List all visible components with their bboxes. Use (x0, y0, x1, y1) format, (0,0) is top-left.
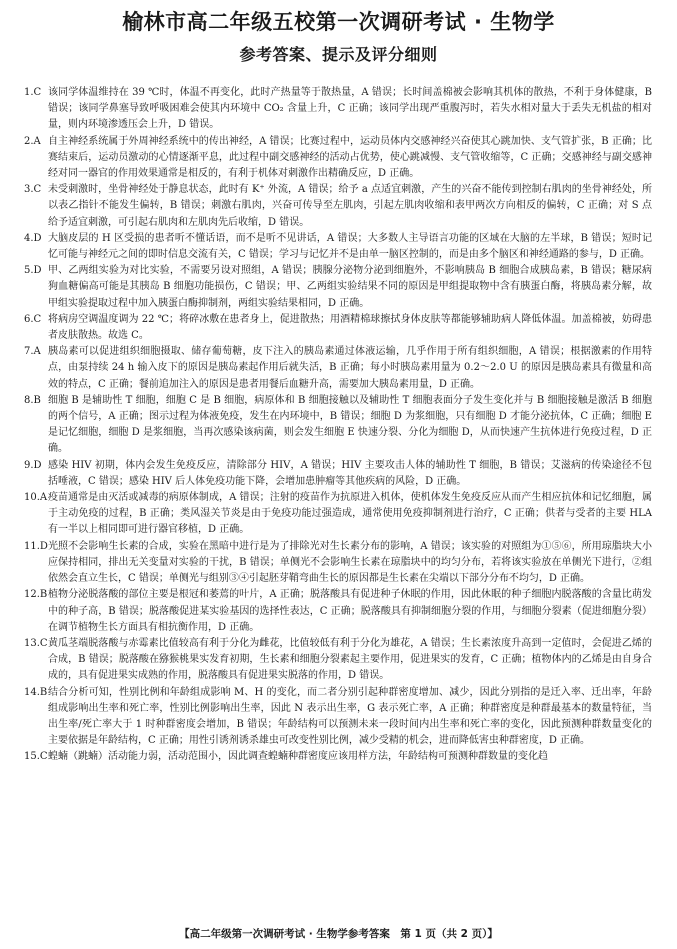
answer-item (24, 749, 652, 765)
answer-item (24, 587, 652, 636)
answer-number: 7.A (24, 346, 41, 358)
answer-item (24, 344, 652, 393)
answer-text: 胰岛素可以促进组织细胞摄取、储存葡萄糖，皮下注入的胰岛素通过体液运输，几乎作用于所有组织细胞，A 错误；根据激素的作用特点，由泵持续 24 h 输入皮下的原因是胰岛素起作用后就失活，B 正确；每小时胰岛素用量为 0.2～2.0 U 的原因是胰岛素具有微量和高效的特点，C 正确；餐前追加注入的原因是患者用餐后血糖升高，需要加大胰岛素用量，D 正确。 (48, 346, 652, 390)
answer-item (24, 312, 652, 344)
answer-text: 细胞 B 是辅助性 T 细胞，细胞 C 是 B 细胞，病原体和 B 细胞接触以及辅助性 T 细胞表面分子发生变化并与 B 细胞接触是激活 B 细胞的两个信号，A 正确；图示过程为体液免疫，发生在内环境中，B 错误；细胞 D 为浆细胞，只有细胞 D 才能分泌抗体，C 正确；细胞 E 是记忆细胞，细胞 D 是浆细胞，当再次感染该病菌，则会发生细胞 E 快速分裂、分化为细胞 D，从而快速产生抗体进行免疫过程，D 正确。 (48, 394, 652, 455)
answer-number: 3.C (24, 184, 42, 196)
answer-item (24, 231, 652, 263)
answer-item (24, 134, 652, 183)
answer-text: 疫苗通常是由灭活或减毒的病原体制成，A 错误；注射的疫苗作为抗原进入机体，使机体发生免疫反应从而产生相应抗体和记忆细胞，属于主动免疫的过程，B 正确；类风湿关节炎是由于免疫功能过强造成，通常使用免疫抑制剂进行治疗，C 正确；供者与受者的主要 HLA 有一半以上相同即可进行器官移植，D 正确。 (48, 492, 652, 536)
answer-text: 自主神经系统属于外周神经系统中的传出神经，A 错误；比赛过程中，运动员体内交感神经兴奋使其心跳加快、支气管扩张，B 正确；比赛结束后，运动员激动的心情逐渐平息，此过程中副交感神经的活动占优势，使心跳减慢、支气管收缩等，C 正确；交感神经与副交感神经对同一器官的作用效果通常是相反的，有利于机体对刺激作出精确反应，D 正确。 (48, 135, 652, 180)
answer-item (24, 182, 652, 231)
answer-item (24, 539, 652, 588)
answer-number: 11.D (24, 540, 48, 552)
answer-number: 14.B (24, 686, 48, 698)
answer-text: 甲、乙两组实验为对比实验，不需要另设对照组，A 错误；胰腺分泌物分泌到细胞外，不影响胰岛 B 细胞合成胰岛素，B 错误；糖尿病狗血糖偏高可能是其胰岛 B 细胞功能损伤，C 错误；甲、乙两组实验结果不同的原因是甲组提取物中含有胰蛋白酶，将胰岛素分解，故甲组实验提取过程中加入胰蛋白酶抑制剂，两组实验结果相同，D 正确。 (48, 265, 652, 309)
answer-text: 将病房空调温度调为 22 ℃；将碎冰敷在患者身上，促进散热；用酒精棉球擦拭身体皮肤等都能够辅助病人降低体温。加盖棉被，妨碍患者皮肤散热。故选 C。 (48, 313, 652, 342)
page-title: 榆林市高二年级五校第一次调研考试 · 生物学 (122, 10, 555, 34)
answer-number: 12.B (24, 589, 48, 601)
answer-number: 1.C (24, 87, 42, 98)
answer-list (24, 85, 652, 766)
answer-number: 10.A (24, 492, 48, 504)
answer-item (24, 393, 652, 458)
answer-item (24, 490, 652, 539)
answer-number: 4.D (24, 232, 42, 244)
answer-item (24, 263, 652, 312)
answer-item (24, 458, 652, 490)
answer-item (24, 636, 652, 685)
answer-item (24, 85, 652, 134)
answer-number: 9.D (24, 459, 42, 471)
answer-number: 13.C (24, 637, 48, 649)
answer-text: 植物分泌脱落酸的部位主要是根冠和萎蔫的叶片，A 正确；脱落酸具有促进种子休眠的作用，因此休眠的种子细胞内脱落酸的含量比萌发中的种子高，B 错误；脱落酸促进某实验基因的选择性表达，C 正确；脱落酸具有抑制细胞分裂的作用，与细胞分裂素（促进细胞分裂）在调节植物生长方面具有相抗衡作用，D 正确。 (48, 589, 652, 633)
answer-text: 黄瓜茎端脱落酸与赤霉素比值较高有利于分化为雌花，比值较低有利于分化为雄花，A 错误；生长素浓度升高到一定值时，会促进乙烯的合成，B 错误；脱落酸在猕猴桃果实发育初期，生长素和细胞分裂素起主要作用，促进果实的发育，C 正确；植物体内的乙烯是由自身合成的，具有促进果实成熟的作用，脱落酸具有促进果实脱落的作用，D 错误。 (48, 637, 652, 682)
answer-text: 光照不会影响生长素的合成，实验在黑暗中进行是为了排除光对生长素分布的影响，A 错误；该实验的对照组为①⑤⑥，所用琼脂块大小应保持相同，排出无关变量对实验的干扰，B 错误；单侧光不会影响生长素在琼脂块中的均匀分布，若将该实验放在单侧光下进行，②组依然会直立生长，C 错误；单侧光与组别③④引起胚芽鞘弯曲生长的原因都是生长素在尖端以下部分分布不均匀，D 正确。 (48, 540, 652, 585)
answer-text: 感染 HIV 初期，体内会发生免疫反应，清除部分 HIV，A 错误；HIV 主要攻击人体的辅助性 T 细胞，B 错误；艾滋病的传染途径不包括唾液，C 错误；感染 HIV 后人体免疫功能下降，会增加患肿瘤等其他疾病的风险，D 正确。 (48, 459, 652, 487)
answer-number: 8.B (24, 394, 41, 406)
page-subtitle: 参考答案、提示及评分细则 (239, 45, 438, 64)
answer-number: 15.C (24, 751, 48, 763)
answer-text: 大脑皮层的 H 区受损的患者听不懂话语，而不是听不见讲话，A 错误；大多数人主导语言功能的区域在大脑的左半球，B 错误；短时记忆可能与神经元之间的即时信息交流有关，C 错误；学习与记忆并不是由单一脑区控制的，而是由多个脑区和神经通路的参与，D 正确。 (48, 232, 652, 261)
answer-number: 6.C (24, 313, 42, 325)
answer-text: 结合分析可知，性别比例和年龄组成影响 M、H 的变化，而二者分别引起种群密度增加、减少，因此分别指的是迁入率、迁出率，年龄组成影响出生率和死亡率，性别比例影响出生率，因此 N 表示出生率，G 表示死亡率，A 正确；种群密度是种群最基本的数量特征，当出生率/死亡率大于 1 时种群密度会增加，B 错误；年龄结构可以预测未来一段时间内出生率和死亡率的变化，因此预测种群数量变化的主要依据是年龄结构，C 正确；用性引诱剂诱杀雄虫可改变性别比例，减少受精的机会，进而降低害虫种群密度，D 正确。 (48, 686, 652, 747)
page-footer: 【高二年级第一次调研考试 · 生物学参考答案 第 1 页（共 2 页）】 (179, 928, 498, 940)
answer-text: 该同学体温维持在 39 ℃时，体温不再变化，此时产热量等于散热量，A 错误；长时间盖棉被会影响其机体的散热，不利于身体健康，B 错误；该同学鼻塞导致呼吸困难会使其内环境中 CO₂ 含量上升，C 正确；该同学出现严重腹泻时，若失水相对量大于丢失无机盐的相对量，则内环境渗透压会上升，D 错误。 (48, 87, 652, 131)
answer-number: 2.A (24, 135, 41, 147)
answer-text: 蝗蝻（跳蝻）活动能力弱，活动范围小，因此调查蝗蝻种群密度应该用样方法，年龄结构可预测种群数量的变化趋 (48, 751, 548, 763)
answer-item (24, 685, 652, 750)
answer-text: 未受刺激时，坐骨神经处于静息状态，此时有 K⁺ 外流，A 错误；给予 a 点适宜刺激，产生的兴奋不能传到控制右肌肉的坐骨神经处，所以表乙指针不能发生偏转，B 错误；刺激右肌肉，兴奋可传导至左肌肉，引起左肌肉收缩和表甲两次方向相反的偏转，C 正确；对 S 点给予适宜刺激，可引起右肌肉和左肌肉先后收缩，D 错误。 (48, 184, 652, 228)
answer-number: 5.D (24, 265, 42, 277)
